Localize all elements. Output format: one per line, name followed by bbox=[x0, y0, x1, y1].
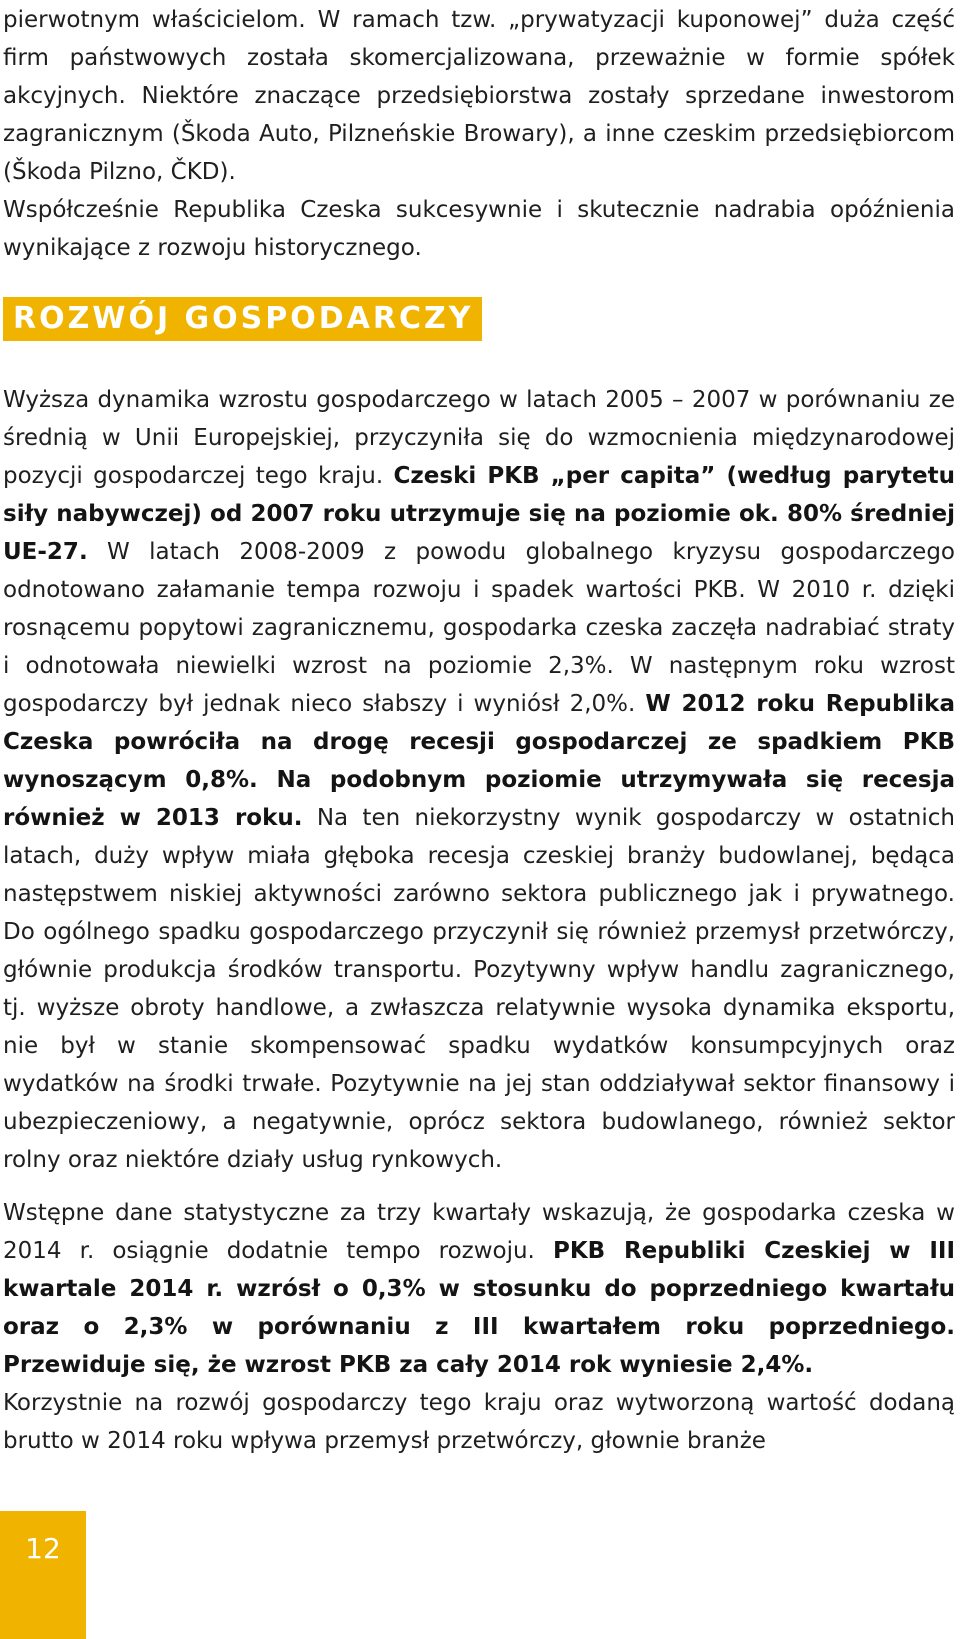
page-number: 12 bbox=[25, 1532, 61, 1565]
last-paragraph bbox=[3, 1384, 955, 1460]
intro-text-1: pierwotnym właścicielom. W ramach tzw. „prywatyzacji kuponowej” duża część firm państwowych została skomercjalizowana, przeważnie w formie spółek akcyjnych. Niektóre znaczące przedsiębiorstwa zostały sprzedane inwestorom zagranicznym (Škoda Auto, Pilzneńskie Browary), a inne czeskim przedsiębiorcom (Škoda Pilzno, ČKD). bbox=[3, 7, 955, 185]
last-text-1: Korzystnie na rozwój gospodarczy tego kraju oraz wytworzoną wartość dodaną brutto w 2014 roku wpływa przemysł przetwórczy, głownie branże bbox=[3, 1390, 955, 1454]
main-bold-1: Czeski PKB „per capita” (według parytetu siły nabywczej) od 2007 roku utrzymuje się na poziomie ok. 80% średniej UE-27. bbox=[3, 463, 955, 565]
intro-paragraph-2 bbox=[3, 191, 955, 267]
main-text-1: Wyższa dynamika wzrostu gospodarczego w latach 2005 – 2007 w porównaniu ze średnią w Unii Europejskiej, przyczyniła się do wzmocnienia międzynarodowej pozycji gospodarczej tego kraju. bbox=[3, 387, 955, 489]
main-text-3: Na ten niekorzystny wynik gospodarczy w ostatnich latach, duży wpływ miała głęboka recesja czeskiej branży budowlanej, będąca następstwem niskiej aktywności zarówno sektora publicznego jak i prywatnego. Do ogólnego spadku gospodarczego przyczynił się również przemysł przetwórczy, głównie produkcja środków transportu. Pozytywny wpływ handlu zagranicznego, tj. wyższe obroty handlowe, a zwłaszcza relatywnie wysoka dynamika eksportu, nie był w stanie skompensować spadku wydatków konsumpcyjnych oraz wydatków na środki trwałe. Pozytywnie na jej stan oddziaływał sektor finansowy i ubezpieczeniowy, a negatywnie, oprócz sektora budowlanego, również sektor rolny oraz niektóre działy usług rynkowych. bbox=[3, 805, 955, 1173]
main-text-2: W latach 2008-2009 z powodu globalnego kryzysu gospodarczego odnotowano załamanie tempa rozwoju i spadek wartości PKB. W 2010 r. dzięki rosnącemu popytowi zagranicznemu, gospodarka czeska zaczęła nadrabiać straty i odnotowała niewielki wzrost na poziomie 2,3%. W następnym roku wzrost gospodarczy był jednak nieco słabszy i wyniósł 2,0%. bbox=[3, 539, 955, 717]
stats-text-1: Wstępne dane statystyczne za trzy kwartały wskazują, że gospodarka czeska w 2014 r. osiągnie dodatnie tempo rozwoju. bbox=[3, 1200, 955, 1264]
main-bold-2: W 2012 roku Republika Czeska powróciła na drogę recesji gospodarczej ze spadkiem PKB wynoszącym 0,8%. Na podobnym poziomie utrzymywała się recesja również w 2013 roku. bbox=[3, 691, 955, 831]
page-number-box bbox=[0, 1511, 86, 1639]
stats-paragraph bbox=[3, 1194, 955, 1384]
stats-bold-1: PKB Republiki Czeskiej w III kwartale 2014 r. wzrósł o 0,3% w stosunku do poprzedniego kwartału oraz o 2,3% w porównaniu z III kwartałem roku poprzedniego. Przewiduje się, że wzrost PKB za cały 2014 rok wyniesie 2,4%. bbox=[3, 1238, 955, 1378]
section-heading: ROZWÓJ GOSPODARCZY bbox=[3, 297, 482, 341]
intro-paragraph-1 bbox=[3, 1, 955, 191]
main-paragraph bbox=[3, 381, 955, 1179]
intro-text-2: Współcześnie Republika Czeska sukcesywnie i skutecznie nadrabia opóźnienia wynikające z rozwoju historycznego. bbox=[3, 197, 955, 261]
